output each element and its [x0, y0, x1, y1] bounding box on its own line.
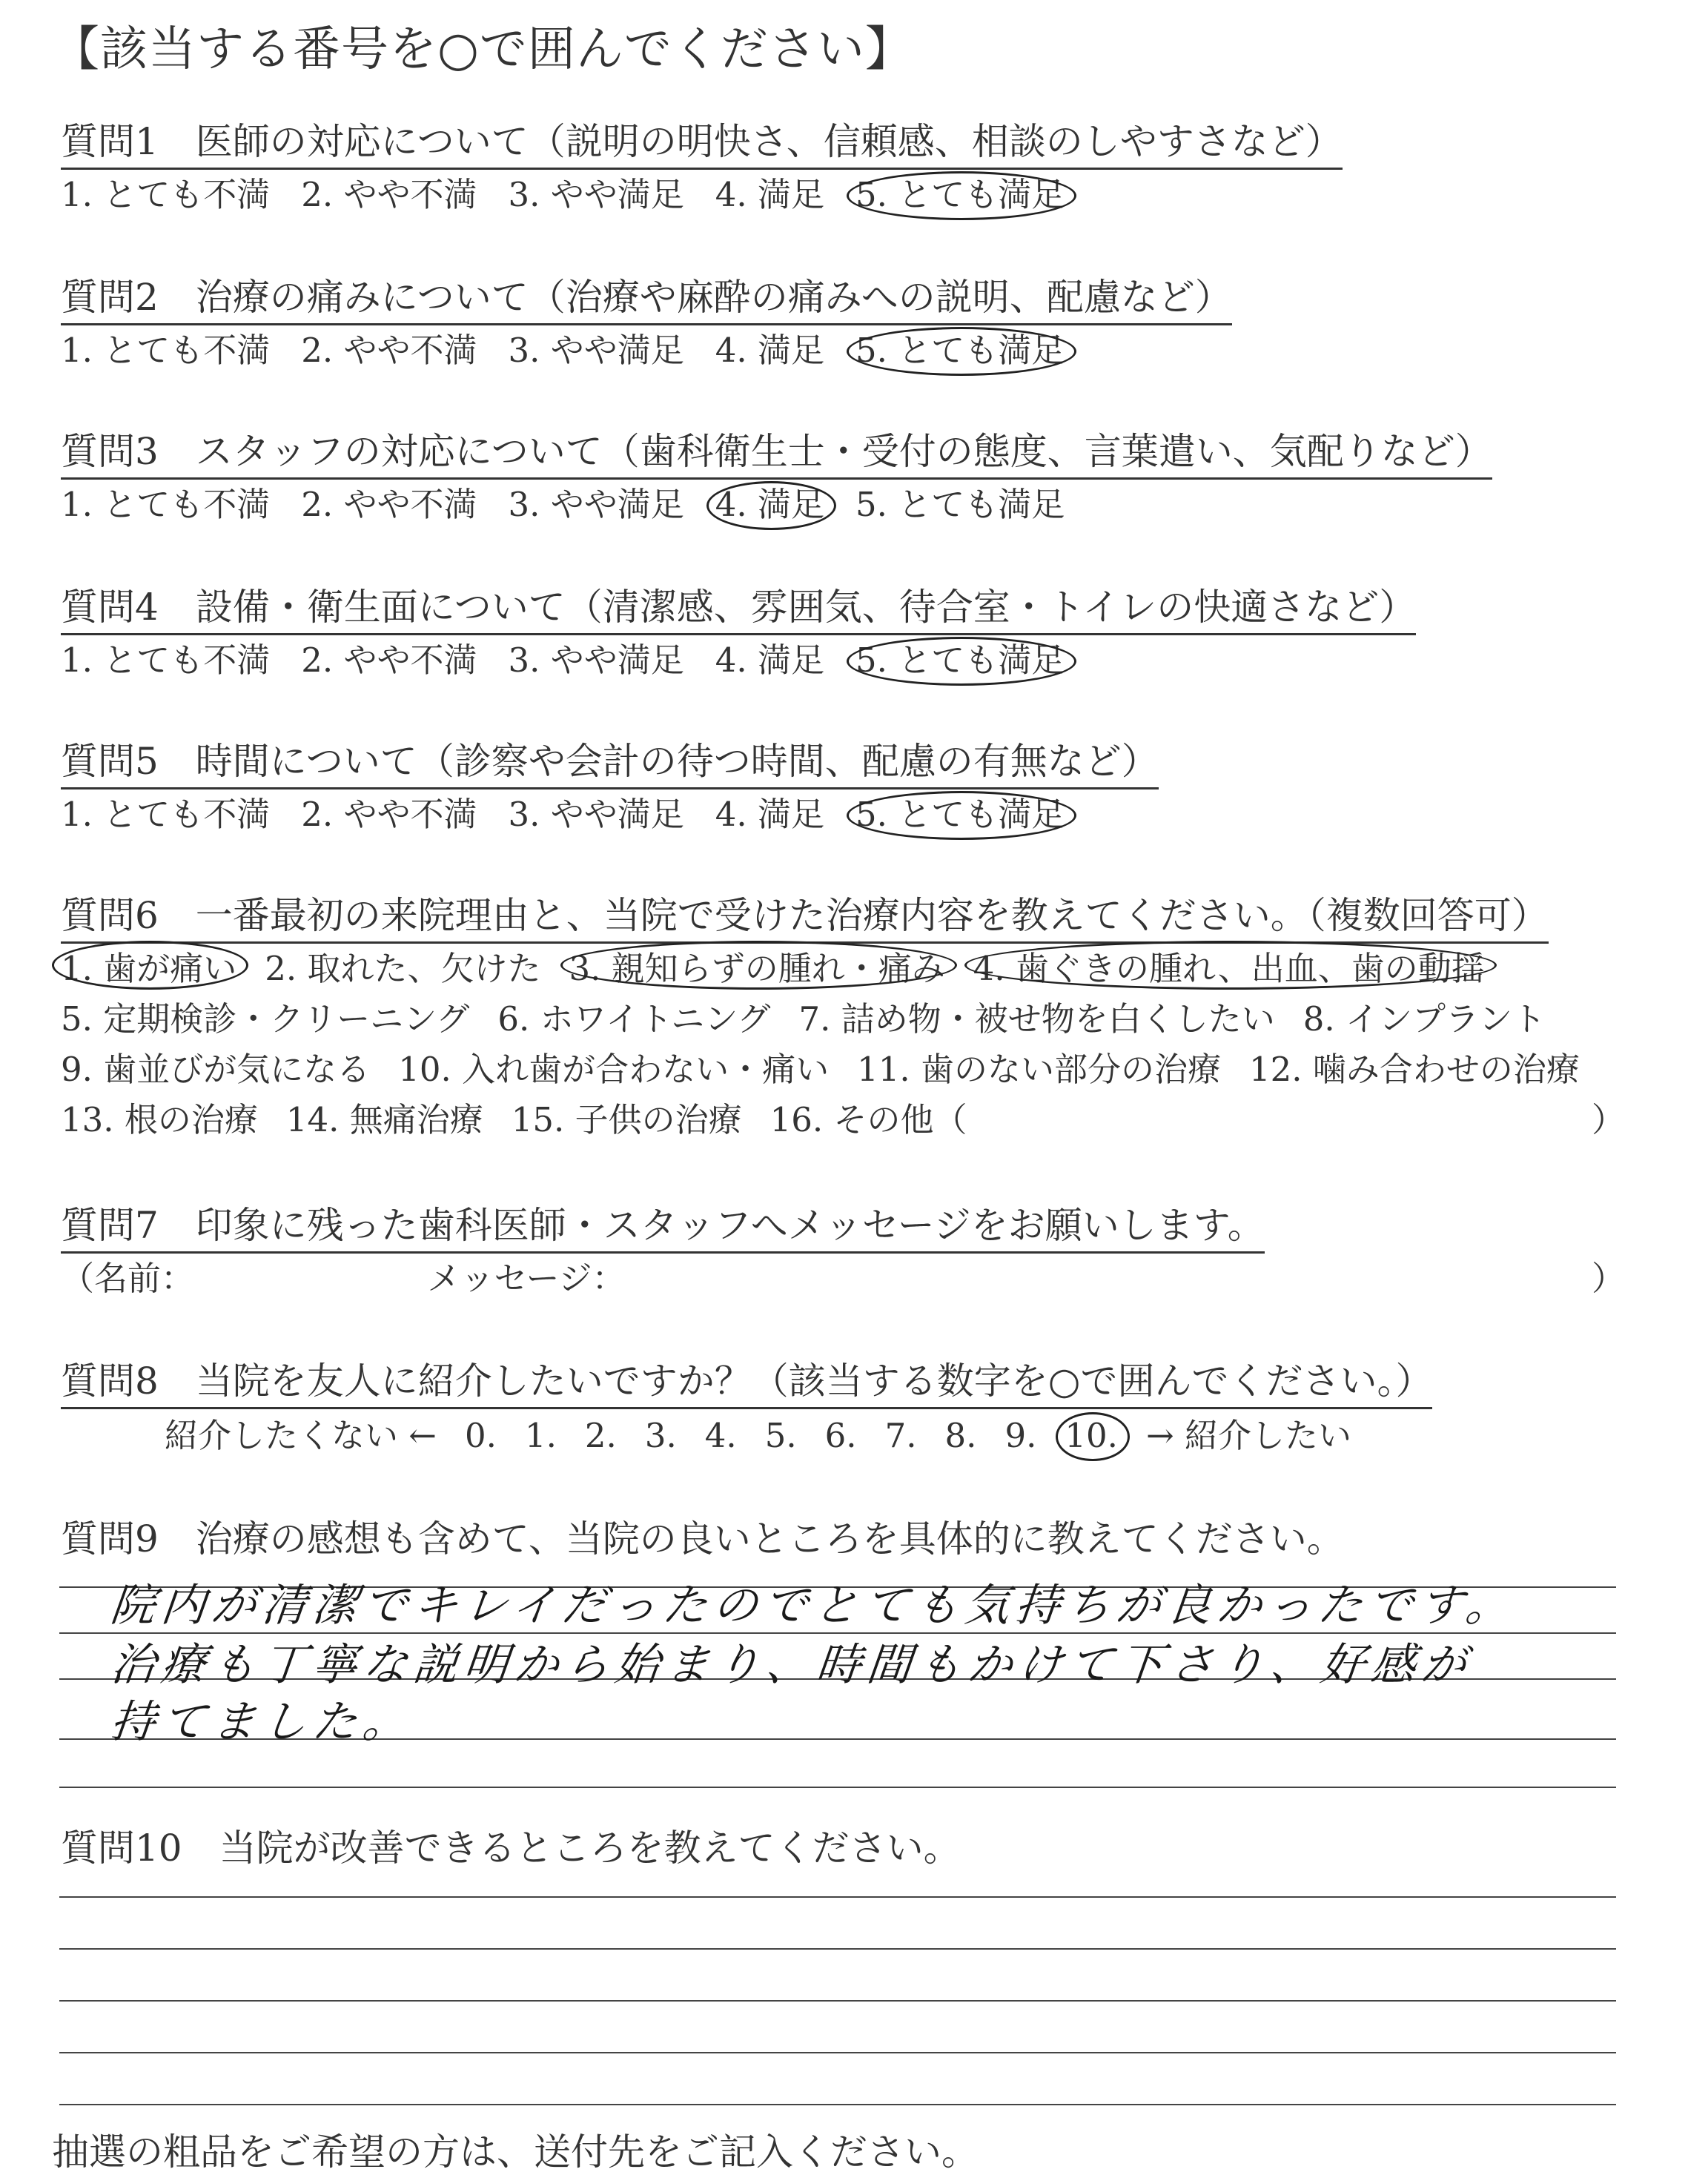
- question-2: [61, 274, 1232, 371]
- rating-option-3[interactable]: 3. やや満足: [508, 640, 684, 680]
- rating-option-1[interactable]: 1. とても不満: [61, 331, 271, 370]
- handwritten-answer-line-3[interactable]: 持てました。: [107, 1696, 417, 1748]
- scale-6[interactable]: 6.: [824, 1416, 857, 1455]
- option-implant[interactable]: 8. インプラント: [1302, 999, 1546, 1039]
- option-wisdom-tooth[interactable]: 3. 親知らずの腫れ・痛み: [569, 944, 945, 994]
- option-bite[interactable]: 12. 噛み合わせの治療: [1249, 1050, 1580, 1089]
- rating-options: [61, 174, 1343, 216]
- option-root-canal[interactable]: 13. 根の治療: [61, 1100, 258, 1139]
- message-fields: [61, 1258, 1655, 1300]
- scale-0[interactable]: 0.: [465, 1416, 497, 1455]
- scale-4[interactable]: 4.: [704, 1416, 737, 1455]
- option-pediatric[interactable]: 15. 子供の治療: [511, 1100, 742, 1139]
- message-field-label[interactable]: メッセージ：: [427, 1259, 626, 1298]
- scale-8[interactable]: 8.: [944, 1416, 977, 1455]
- rating-option-1[interactable]: 1. とても不満: [61, 795, 271, 834]
- option-checkup-cleaning[interactable]: 5. 定期検診・クリーニング: [61, 999, 470, 1039]
- rating-option-2[interactable]: 2. やや不満: [301, 331, 477, 370]
- question-label: 質問8 当院を友人に紹介したいですか？（該当する数字を○で囲んでください。）: [61, 1358, 1432, 1409]
- rating-option-4[interactable]: 4. 満足: [715, 795, 824, 834]
- option-toothache[interactable]: 1. 歯が痛い: [61, 944, 236, 994]
- rating-option-2[interactable]: 2. やや不満: [301, 485, 477, 524]
- option-other[interactable]: 16. その他（: [769, 1100, 967, 1139]
- rating-option-5[interactable]: 5. とても満足: [855, 175, 1065, 214]
- footer-instruction: 抽選の粗品をご希望の方は、送付先をご記入ください。: [52, 2131, 979, 2174]
- answer-line: [59, 2052, 1616, 2053]
- scale-10[interactable]: 10.: [1065, 1416, 1118, 1455]
- rating-option-5[interactable]: 5. とても満足: [855, 640, 1065, 680]
- answer-line: [59, 2000, 1616, 2002]
- question-4: [61, 584, 1416, 681]
- question-9: [61, 1516, 1344, 1562]
- option-row-4: [61, 1095, 1655, 1145]
- question-label: 質問4 設備・衛生面について（清潔感、雰囲気、待合室・トイレの快適さなど）: [61, 584, 1416, 635]
- question-label: 質問6 一番最初の来院理由と、当院で受けた治療内容を教えてください。（複数回答可）: [61, 893, 1549, 944]
- rating-option-2[interactable]: 2. やや不満: [301, 175, 477, 214]
- rating-option-1[interactable]: 1. とても不満: [61, 640, 271, 680]
- question-7: [61, 1202, 1655, 1300]
- question-6: [61, 893, 1655, 1145]
- name-field-label[interactable]: （名前：: [61, 1259, 195, 1298]
- handwritten-answer-line-2[interactable]: 治療も丁寧な説明から始まり、時間もかけて下さり、好感が: [107, 1639, 1475, 1691]
- option-whitening[interactable]: 6. ホワイトニング: [497, 999, 771, 1039]
- question-3: [61, 428, 1492, 526]
- answer-line: [59, 2104, 1616, 2105]
- option-row-3: [61, 1045, 1655, 1095]
- rating-option-5[interactable]: 5. とても満足: [855, 485, 1065, 524]
- rating-options: [61, 640, 1416, 681]
- option-gum-problem[interactable]: 4. 歯ぐきの腫れ、出血、歯の動揺: [973, 944, 1485, 994]
- question-10: [61, 1825, 961, 1871]
- question-label: 質問5 時間について（診察や会計の待つ時間、配慮の有無など）: [61, 738, 1159, 789]
- scale-right-label: → 紹介したい: [1145, 1416, 1351, 1455]
- rating-options: [61, 484, 1492, 526]
- scale-5[interactable]: 5.: [764, 1416, 797, 1455]
- rating-option-1[interactable]: 1. とても不満: [61, 485, 271, 524]
- answer-line: [59, 1787, 1616, 1788]
- question-label: 質問7 印象に残った歯科医師・スタッフへメッセージをお願いします。: [61, 1202, 1265, 1254]
- option-dentures[interactable]: 10. 入れ歯が合わない・痛い: [398, 1050, 830, 1089]
- page-title: 【該当する番号を○で囲んでください】: [52, 22, 913, 77]
- option-broken-chipped[interactable]: 2. 取れた、欠けた: [265, 949, 541, 988]
- question-8: [61, 1358, 1655, 1457]
- scale-9[interactable]: 9.: [1004, 1416, 1037, 1455]
- scale-left-label: 紹介したくない ←: [165, 1416, 437, 1455]
- rating-option-1[interactable]: 1. とても不満: [61, 175, 271, 214]
- scale-7[interactable]: 7.: [884, 1416, 917, 1455]
- answer-line: [59, 1948, 1616, 1950]
- scale-3[interactable]: 3.: [644, 1416, 677, 1455]
- option-row-2: [61, 994, 1655, 1045]
- option-row-1: [61, 944, 1655, 994]
- question-label: 質問9 治療の感想も含めて、当院の良いところを具体的に教えてください。: [61, 1517, 1344, 1560]
- other-close-paren: ）: [1591, 1100, 1625, 1139]
- handwritten-answer-line-1[interactable]: 院内が清潔でキレイだったのでとても気持ちが良かったです。: [107, 1580, 1519, 1632]
- rating-option-3[interactable]: 3. やや満足: [508, 795, 684, 834]
- rating-options: [61, 330, 1232, 371]
- rating-option-4[interactable]: 4. 満足: [715, 331, 824, 370]
- question-label: 質問3 スタッフの対応について（歯科衛生士・受付の態度、言葉遣い、気配りなど）: [61, 428, 1492, 480]
- question-label: 質問1 医師の対応について（説明の明快さ、信頼感、相談のしやすさなど）: [61, 119, 1343, 170]
- rating-option-5[interactable]: 5. とても満足: [855, 331, 1065, 370]
- rating-option-4[interactable]: 4. 満足: [715, 485, 824, 524]
- rating-option-2[interactable]: 2. やや不満: [301, 795, 477, 834]
- recommend-scale: [165, 1415, 1655, 1457]
- question-label: 質問2 治療の痛みについて（治療や麻酔の痛みへの説明、配慮など）: [61, 274, 1232, 325]
- rating-option-2[interactable]: 2. やや不満: [301, 640, 477, 680]
- rating-option-3[interactable]: 3. やや満足: [508, 485, 684, 524]
- rating-options: [61, 794, 1159, 835]
- option-white-fillings[interactable]: 7. 詰め物・被せ物を白くしたい: [798, 999, 1275, 1039]
- question-1: [61, 119, 1343, 216]
- rating-option-5[interactable]: 5. とても満足: [855, 795, 1065, 834]
- rating-option-4[interactable]: 4. 満足: [715, 640, 824, 680]
- rating-option-3[interactable]: 3. やや満足: [508, 331, 684, 370]
- scale-1[interactable]: 1.: [524, 1416, 557, 1455]
- option-painless[interactable]: 14. 無痛治療: [285, 1100, 483, 1139]
- message-close-paren: ）: [1591, 1259, 1625, 1298]
- option-missing-teeth[interactable]: 11. 歯のない部分の治療: [857, 1050, 1221, 1089]
- option-alignment[interactable]: 9. 歯並びが気になる: [61, 1050, 371, 1089]
- answer-line: [59, 1896, 1616, 1898]
- rating-option-4[interactable]: 4. 満足: [715, 175, 824, 214]
- scale-2[interactable]: 2.: [584, 1416, 617, 1455]
- question-5: [61, 738, 1159, 835]
- rating-option-3[interactable]: 3. やや満足: [508, 175, 684, 214]
- question-label: 質問10 当院が改善できるところを教えてください。: [61, 1827, 961, 1870]
